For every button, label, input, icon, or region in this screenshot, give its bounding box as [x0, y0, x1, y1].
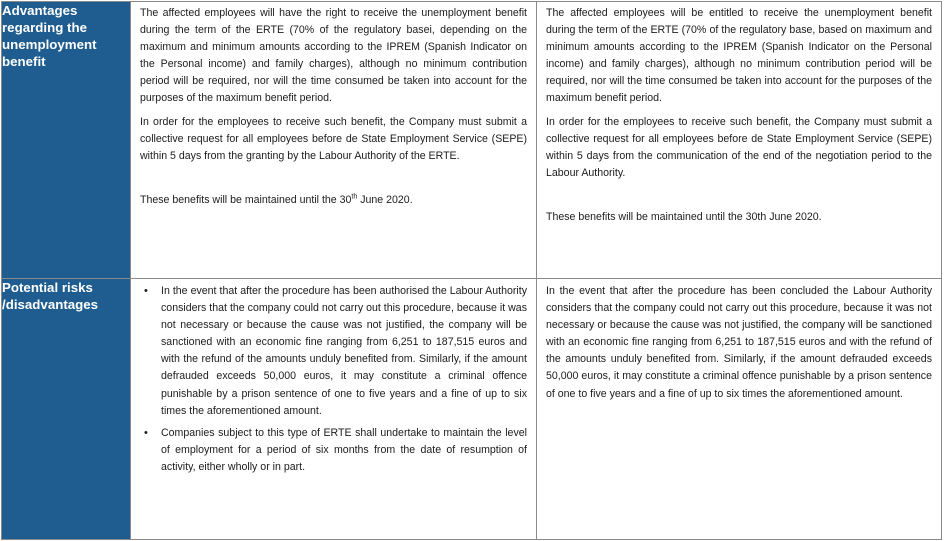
cell-risks-right [537, 279, 942, 540]
row-header-advantages: Advantages regarding the unemployment benefit [2, 2, 131, 279]
paragraph: The affected employees will have the right to receive the unemployment benefit during the term of the ERTE (70% of the regulatory basei, depending on the maximum and minimum amounts according to the IPREM (Spanish Indicator on the Personal income) and family charges), although no minimum contribution period will be required, nor will the time consumed be taken into account for the purposes of the maximum benefit period. [140, 7, 527, 105]
bullet-list [140, 283, 527, 476]
paragraph: In the event that after the procedure has been concluded the Labour Authority considers that the company could not carry out this procedure, because it was not necessary or because the cause was not justified, the company will be sanctioned with an economic fine ranging from 6,251 to 187,515 euros and with the refund of the amounts unduly benefited from. Similarly, if the amount defrauded exceeds 50,000 euros, it may constitute a criminal offence punishable by a prison sentence of one to five years and a fine of up to six times the aforementioned amount. [546, 285, 932, 400]
list-item: • Companies subject to this type of ERTE shall undertake to maintain the level of employment for a period of six months from the date of resumption of activity, either wholly or in part. [140, 425, 527, 476]
paragraph: The affected employees will be entitled to receive the unemployment benefit during the term of the ERTE (70% of the regulatory base, based on maximum and minimum amounts according to the IPREM (Spanish Indicator on the Personal income) and family charges), although no minimum contribution period will be required, nor will the time consumed be taken into account for the purposes of the maximum benefit period. [546, 7, 932, 105]
paragraph: These benefits will be maintained until the 30th June 2020. [140, 193, 413, 206]
comparison-table [1, 1, 942, 540]
row-header-risks: Potential risks /disadvantages [2, 279, 131, 540]
paragraph: These benefits will be maintained until the 30th June 2020. [546, 210, 822, 223]
cell-risks-left [131, 279, 537, 540]
paragraph: In order for the employees to receive such benefit, the Company must submit a collective request for all employees before de State Employment Service (SEPE) within 5 days from the granting by the Labour Authority of the ERTE. [140, 115, 527, 162]
table-row [2, 279, 942, 540]
cell-advantages-left [131, 2, 537, 279]
list-item: • In the event that after the procedure has been authorised the Labour Authority considers that the company could not carry out this procedure, because it was not necessary or because the cause was not justified, the company will be sanctioned with an economic fine ranging from 6,251 to 187,515 euros and with the refund of the amounts unduly benefited from. Similarly, if the amount defrauded exceeds 50,000 euros, it may constitute a criminal offence punishable by a prison sentence of one to five years and a fine of up to six times the aforementioned amount. [140, 283, 527, 420]
cell-advantages-right [537, 2, 942, 279]
table-row [2, 2, 942, 279]
paragraph: In order for the employees to receive such benefit, the Company must submit a collective request for all employees before de State Employment Service (SEPE) within 5 days from the communication of the end of the negotiation period to the Labour Authority. [546, 115, 932, 179]
